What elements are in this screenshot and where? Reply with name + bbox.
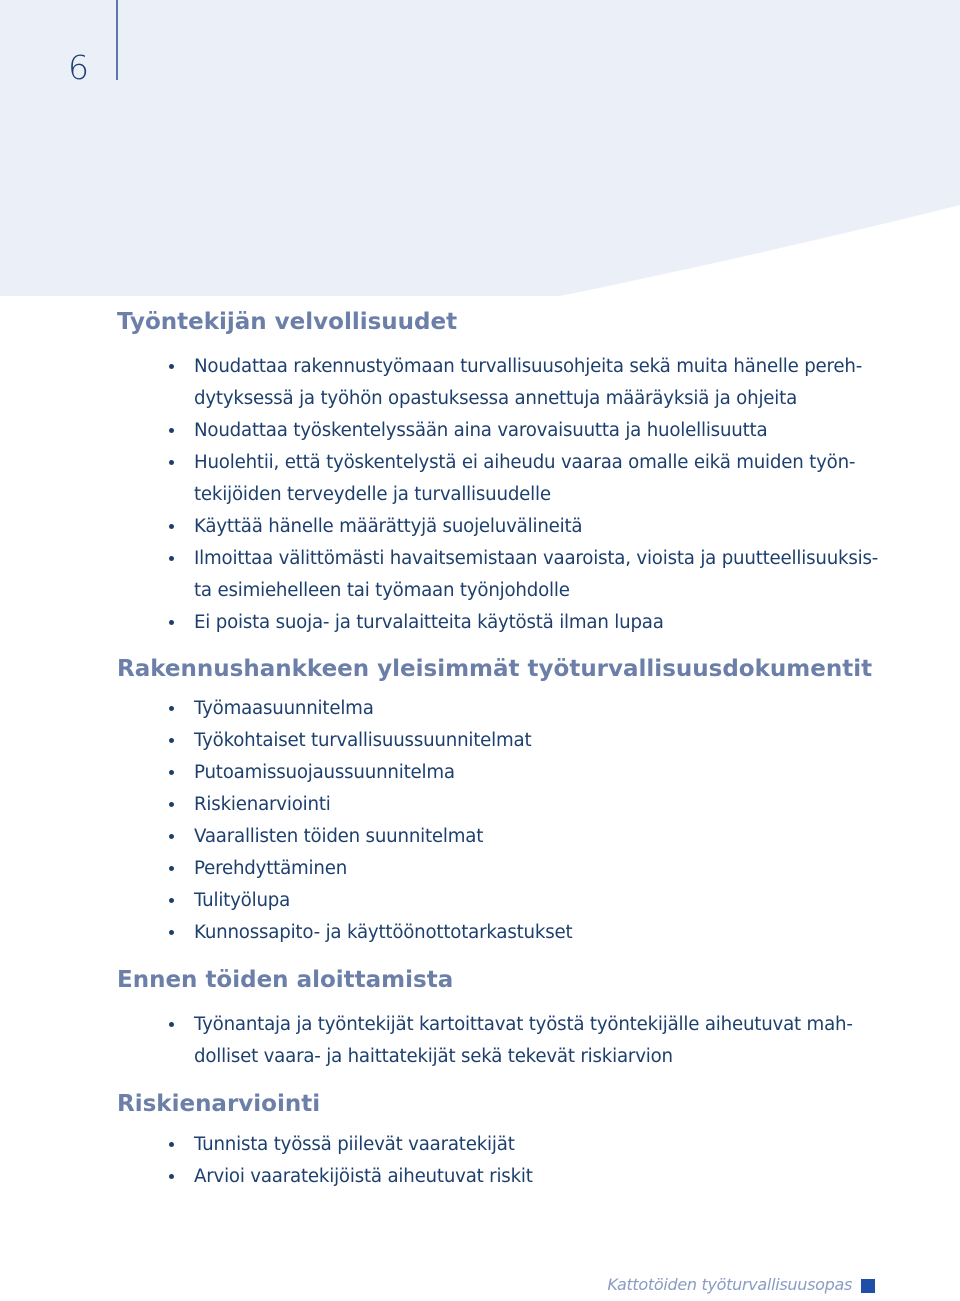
section-title: Rakennushankkeen yleisimmät työturvallisuusdokumentit <box>117 656 873 682</box>
section-safety-documents <box>117 653 897 949</box>
list-item-text: Työmaasuunnitelma <box>194 698 374 719</box>
list-item <box>117 885 897 917</box>
list-item-text: Putoamissuojaussuunnitelma <box>194 762 455 783</box>
bullet-icon <box>169 802 174 807</box>
list-item <box>117 415 897 447</box>
bullet-list <box>117 1129 897 1193</box>
bullet-icon <box>169 866 174 871</box>
list-item <box>117 607 897 639</box>
list-item <box>117 447 897 511</box>
list-item-text: Arvioi vaaratekijöistä aiheutuvat riskit <box>194 1166 533 1187</box>
list-item-text: dytyksessä ja työhön opastuksessa annettuja määräyksiä ja ohjeita <box>194 388 798 409</box>
bullet-list <box>117 351 897 639</box>
page-number: 6 <box>68 48 89 87</box>
list-item <box>117 789 897 821</box>
bullet-icon <box>169 930 174 935</box>
bullet-icon <box>169 524 174 529</box>
bullet-icon <box>169 620 174 625</box>
bullet-icon <box>169 556 174 561</box>
list-item-text: Ei poista suoja- ja turvalaitteita käytöstä ilman lupaa <box>194 612 664 633</box>
bullet-icon <box>169 898 174 903</box>
list-item-text: Tunnista työssä piilevät vaaratekijät <box>194 1134 515 1155</box>
bullet-icon <box>169 1022 174 1027</box>
section-title: Ennen töiden aloittamista <box>117 967 454 993</box>
list-item-text: Vaarallisten töiden suunnitelmat <box>194 826 484 847</box>
bullet-icon <box>169 1142 174 1147</box>
section-before-work <box>117 964 897 1073</box>
list-item <box>117 917 897 949</box>
list-item <box>117 511 897 543</box>
list-item <box>117 351 897 415</box>
list-item <box>117 543 897 607</box>
list-item-text: dolliset vaara- ja haittatekijät sekä tekevät riskiarvion <box>194 1046 673 1067</box>
section-title: Riskienarviointi <box>117 1091 321 1117</box>
bullet-icon <box>169 1174 174 1179</box>
list-item <box>117 1161 897 1193</box>
bullet-list <box>117 693 897 949</box>
list-item-text: Perehdyttäminen <box>194 858 348 879</box>
list-item <box>117 757 897 789</box>
footer-square-marker <box>861 1279 875 1293</box>
list-item <box>117 725 897 757</box>
list-item-text: Riskienarviointi <box>194 794 331 815</box>
list-item-text: Työkohtaiset turvallisuussuunnitelmat <box>194 730 532 751</box>
bullet-icon <box>169 706 174 711</box>
main-content <box>117 306 897 1193</box>
section-title: Työntekijän velvollisuudet <box>117 309 458 335</box>
list-item <box>117 1009 897 1073</box>
list-item-text: ta esimiehelleen tai työmaan työnjohdolle <box>194 580 570 601</box>
bullet-list <box>117 1009 897 1073</box>
list-item <box>117 693 897 725</box>
list-item-text: Noudattaa rakennustyömaan turvallisuusohjeita sekä muita hänelle pereh- <box>194 356 863 377</box>
bullet-icon <box>169 834 174 839</box>
footer-title: Kattotöiden työturvallisuusopas <box>607 1275 852 1294</box>
bullet-icon <box>169 738 174 743</box>
section-risk-assessment <box>117 1088 897 1193</box>
list-item-text: Tulityölupa <box>194 890 291 911</box>
header-divider <box>116 0 118 80</box>
list-item <box>117 821 897 853</box>
list-item-text: Huolehtii, että työskentelystä ei aiheudu vaaraa omalle eikä muiden työn- <box>194 452 856 473</box>
list-item-text: Kunnossapito- ja käyttöönottotarkastukset <box>194 922 573 943</box>
bullet-icon <box>169 460 174 465</box>
list-item <box>117 853 897 885</box>
list-item-text: Noudattaa työskentelyssään aina varovaisuutta ja huolellisuutta <box>194 420 768 441</box>
bullet-icon <box>169 770 174 775</box>
bullet-icon <box>169 428 174 433</box>
list-item-text: Ilmoittaa välittömästi havaitsemistaan vaaroista, vioista ja puutteellisuuksis- <box>194 548 879 569</box>
list-item-text: Käyttää hänelle määrättyjä suojeluvälineitä <box>194 516 583 537</box>
bullet-icon <box>169 364 174 369</box>
list-item-text: Työnantaja ja työntekijät kartoittavat työstä työntekijälle aiheutuvat mah- <box>194 1014 853 1035</box>
list-item <box>117 1129 897 1161</box>
header-band <box>0 0 960 300</box>
list-item-text: tekijöiden terveydelle ja turvallisuudelle <box>194 484 551 505</box>
section-worker-duties <box>117 306 897 639</box>
